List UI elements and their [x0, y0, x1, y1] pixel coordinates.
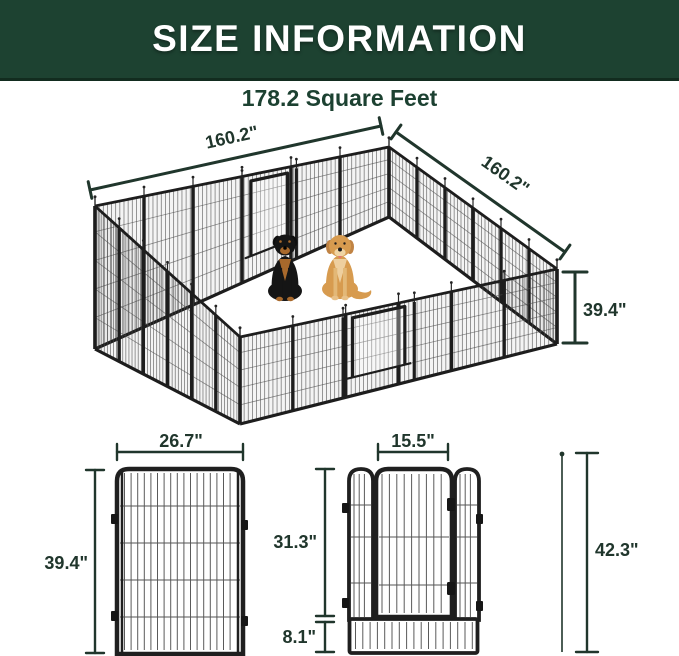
- dim-overall-height: [576, 453, 639, 652]
- pen-depth-label: 160.2": [477, 151, 534, 199]
- connector-tab: [111, 514, 118, 524]
- golden-retriever-dog-illustration: [322, 235, 371, 300]
- door-hinge: [447, 582, 455, 595]
- header-banner: [0, 0, 679, 81]
- pen-width-label: 160.2": [203, 121, 261, 153]
- area-subtitle: 178.2 Square Feet: [241, 85, 438, 111]
- ground-stake-icon: [560, 452, 565, 652]
- panel-height-label: 39.4": [44, 553, 88, 573]
- door-hinge: [447, 498, 455, 511]
- size-diagram: [0, 110, 679, 656]
- connector-tab: [241, 616, 248, 626]
- connector-tab: [111, 611, 118, 621]
- door-panel-diagram: [342, 469, 483, 653]
- connector-tab: [342, 598, 349, 608]
- door-section-height-label: 31.3": [273, 532, 317, 552]
- panel-width-label: 26.7": [159, 431, 203, 451]
- dim-pen-height: [563, 272, 627, 343]
- dim-panel-width: [117, 431, 243, 460]
- panel-front-diagram: [111, 469, 248, 654]
- dim-bottom-section-height: [282, 622, 334, 652]
- pen-height-label: 39.4": [583, 300, 627, 320]
- bottom-section-height-label: 8.1": [282, 627, 316, 647]
- connector-tab: [342, 503, 349, 513]
- dim-door-section-height: [273, 469, 334, 616]
- overall-height-label: 42.3": [595, 540, 639, 560]
- dim-panel-height: [44, 470, 104, 653]
- door-width-label: 15.5": [391, 431, 435, 451]
- connector-tab: [476, 514, 483, 524]
- page-title: SIZE INFORMATION: [152, 18, 527, 59]
- dim-door-width: [378, 431, 448, 460]
- connector-tab: [476, 601, 483, 611]
- connector-tab: [241, 520, 248, 530]
